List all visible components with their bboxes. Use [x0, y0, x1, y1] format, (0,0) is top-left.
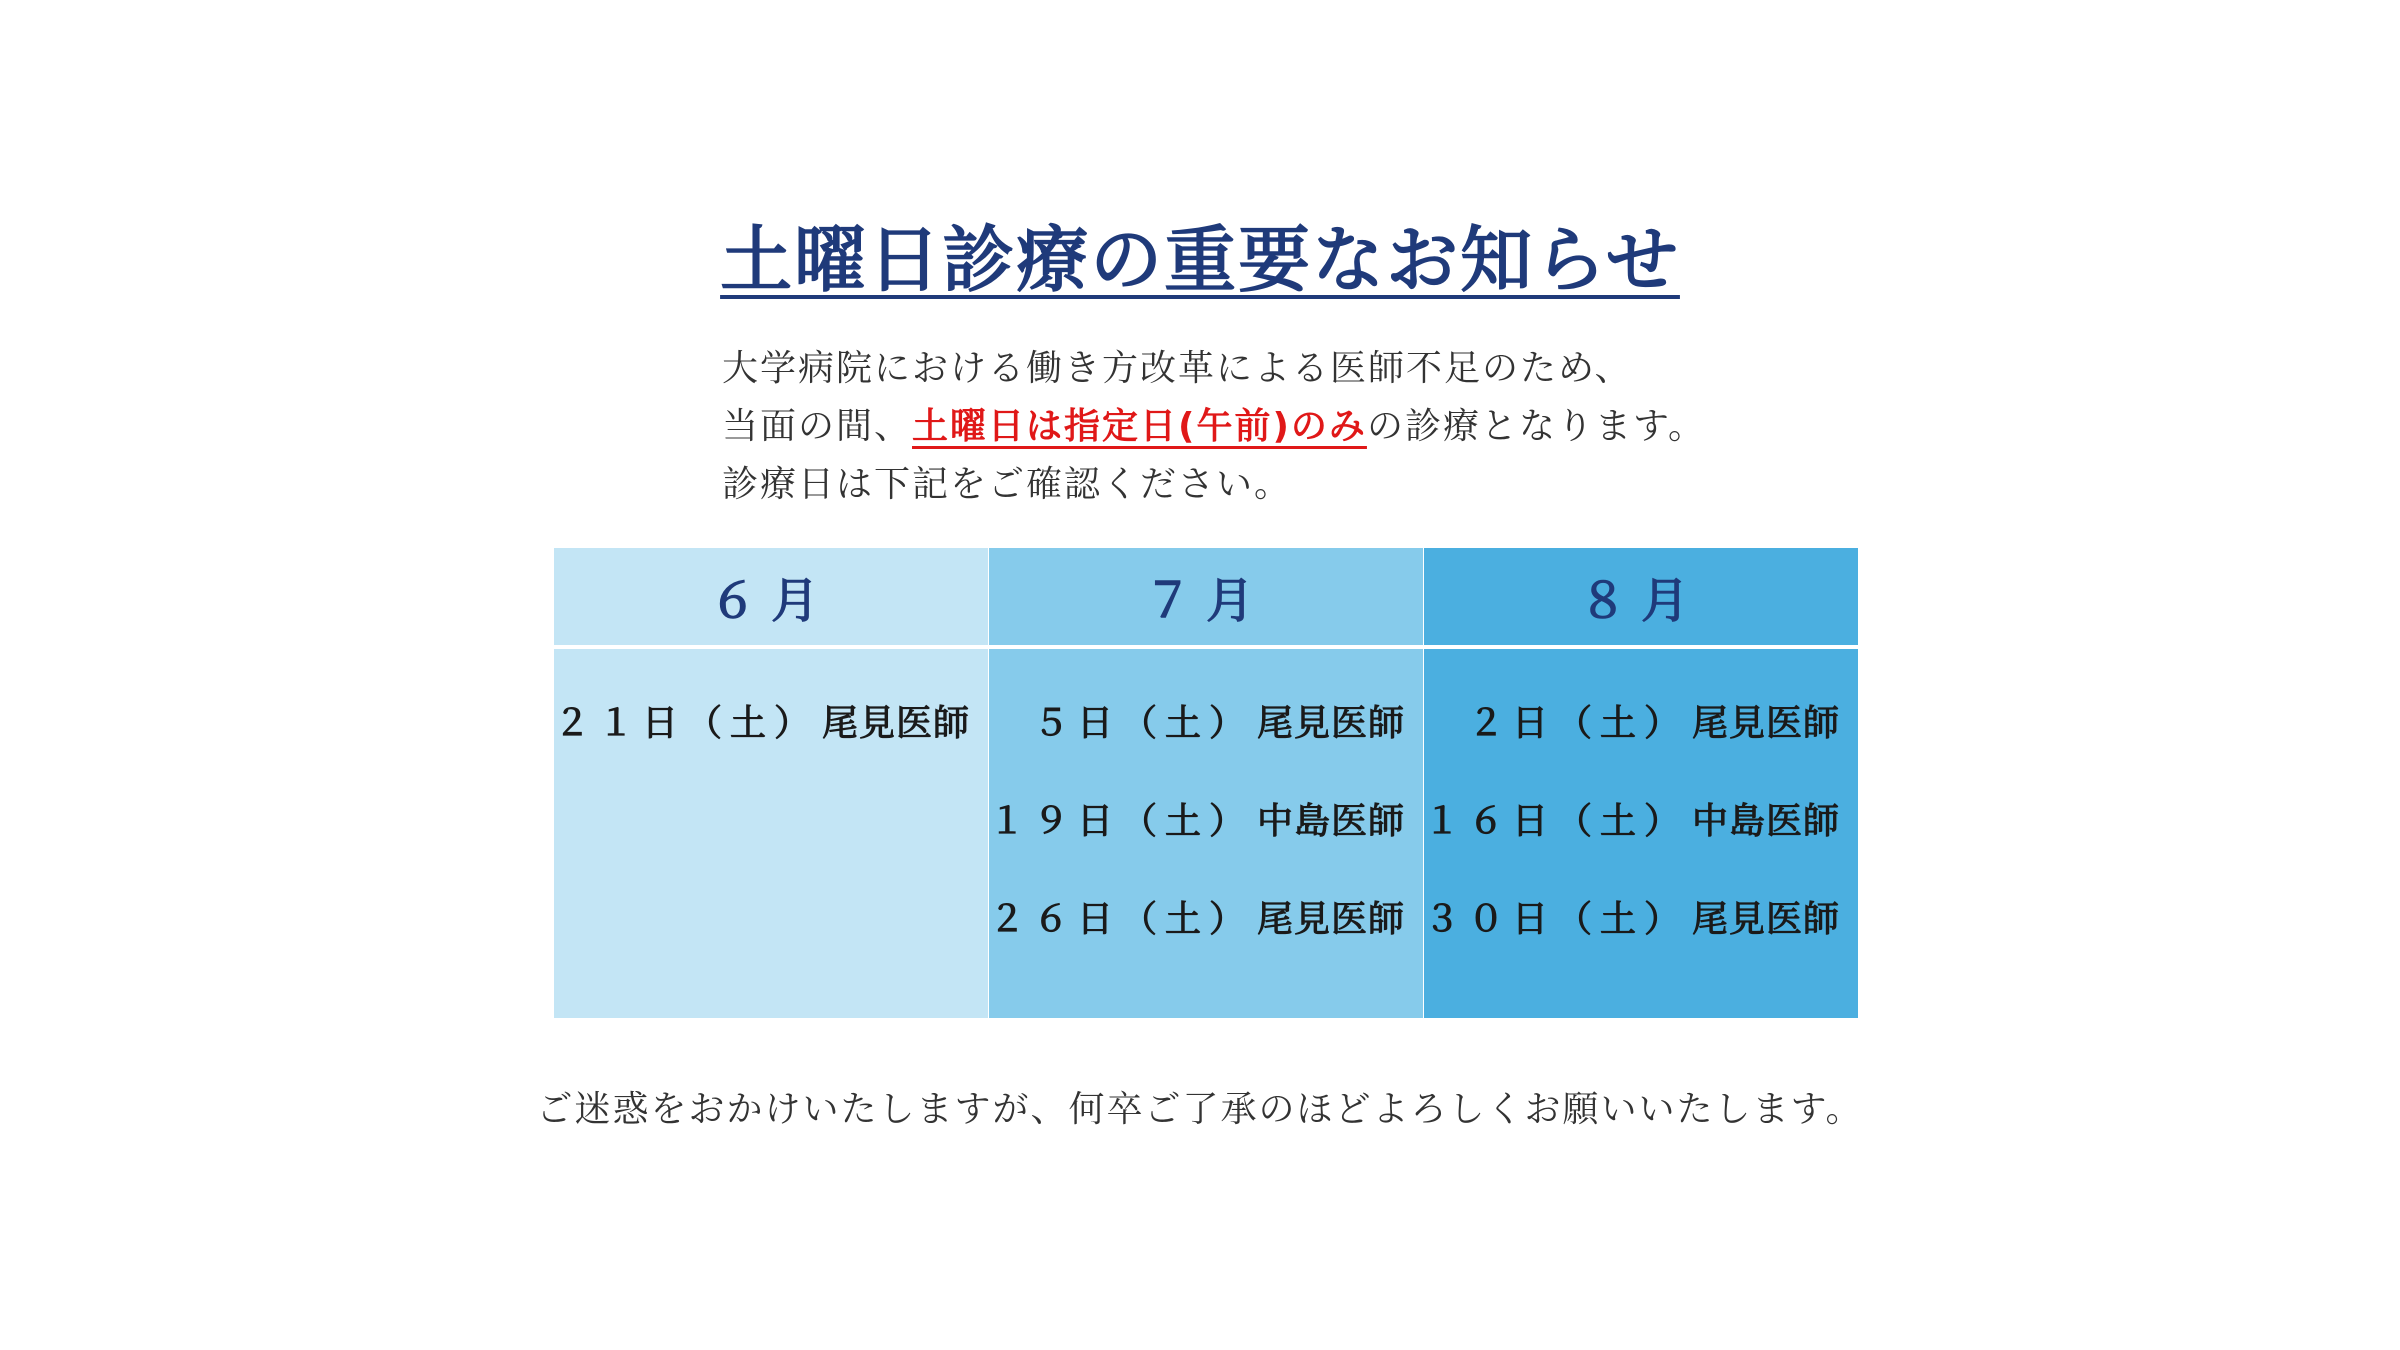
entry-doctor: 尾見医師	[1256, 703, 1405, 744]
intro-line-1: 大学病院における働き方改革による医師不足のため、	[722, 348, 1633, 389]
entry-doctor: 尾見医師	[1691, 703, 1840, 744]
entry-date: ３０日（土）	[1424, 899, 1689, 940]
saturday-highlight: 土曜日は指定日(午前)のみ	[912, 406, 1367, 447]
month-header-july: ７月	[989, 548, 1423, 645]
intro-line-2-post: の診療となります。	[1366, 406, 1707, 447]
month-header-august: ８月	[1424, 548, 1858, 645]
entry-date: １６日（土）	[1424, 801, 1689, 842]
schedule-column-june	[554, 548, 988, 1018]
schedule-entry	[989, 694, 1423, 792]
entry-date: ２１日（土）	[554, 703, 819, 744]
intro-line-3: 診療日は下記をご確認ください。	[722, 464, 1293, 505]
schedule-column-july	[989, 548, 1423, 1018]
closing-message: ご迷惑をおかけいたしますが、何卒ご了承のほどよろしくお願いいたします。	[536, 1089, 1864, 1130]
page-title	[0, 210, 2400, 310]
entry-date: １９日（土）	[989, 801, 1254, 842]
schedule-entry	[1424, 792, 1858, 890]
title-text: 土曜日診療の重要なお知らせ	[720, 218, 1680, 302]
month-body-august	[1424, 649, 1858, 1018]
schedule-entry	[1424, 694, 1858, 792]
entry-date: ５日（土）	[1032, 703, 1253, 744]
entry-doctor: 尾見医師	[1692, 899, 1841, 940]
month-header-june: ６月	[554, 548, 988, 645]
entry-date: ２日（土）	[1467, 703, 1688, 744]
month-body-june	[554, 649, 988, 1018]
intro-line-2-pre: 当面の間、	[722, 406, 913, 447]
month-body-july	[989, 649, 1423, 1018]
entry-doctor: 中島医師	[1257, 801, 1406, 842]
entry-doctor: 中島医師	[1692, 801, 1841, 842]
intro-text	[722, 340, 2022, 514]
entry-doctor: 尾見医師	[822, 703, 971, 744]
schedule-entry	[989, 792, 1423, 890]
entry-date: ２６日（土）	[989, 899, 1254, 940]
intro-line-2	[722, 398, 2022, 456]
entry-doctor: 尾見医師	[1257, 899, 1406, 940]
schedule-column-august	[1424, 548, 1858, 1018]
schedule-table	[554, 548, 1858, 1018]
schedule-entry	[554, 694, 988, 792]
schedule-entry	[1424, 890, 1858, 988]
schedule-entry	[989, 890, 1423, 988]
